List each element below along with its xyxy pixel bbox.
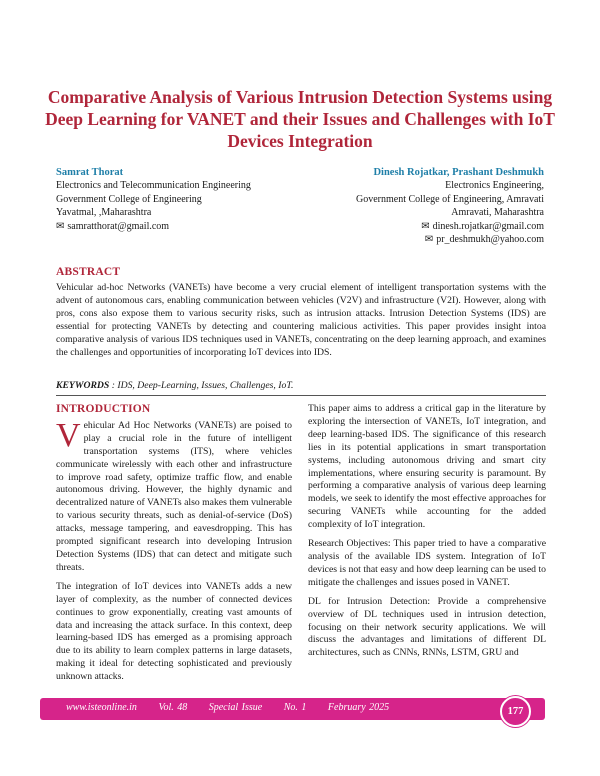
footer-issue: Special Issue	[208, 702, 263, 713]
author-dept-left: Electronics and Telecommunication Engineering	[56, 180, 251, 192]
author-email-right-row-1	[244, 220, 544, 233]
envelope-icon: ✉	[421, 220, 430, 232]
author-city-left: Yavatmal, ,Maharashtra	[56, 207, 152, 219]
author-name-left: Samrat Thorat	[56, 167, 124, 178]
author-city-right: Amravati, Maharashtra	[451, 207, 544, 219]
left-column	[56, 403, 292, 690]
drop-cap: V	[56, 416, 81, 454]
envelope-icon: ✉	[56, 220, 65, 232]
footer-bar	[40, 698, 545, 720]
footer-text	[66, 702, 407, 713]
intro-paragraph-1	[56, 416, 292, 575]
keywords-label: KEYWORDS	[56, 380, 110, 391]
author-college-right: Government College of Engineering, Amravati	[355, 193, 544, 205]
right-paragraph-1: This paper aims to address a critical gap in the literature by exploring the intersection of VANETs, IoT integration, and deep learning-based IDS. The significance of this research lies in its potential applications in smart transportation systems, including autonomous driving and smart city implementations, where ensuring security is paramount. By performing a comparative analysis of various deep learning models, we seek to identify the most effective approaches for securing VANETs while accounting for the added complexity of IoT integration.	[308, 403, 546, 531]
author-block-right	[244, 166, 544, 246]
section-divider	[56, 395, 546, 396]
introduction-heading: INTRODUCTION	[56, 403, 151, 415]
page-number: 177	[500, 696, 531, 727]
keywords-line	[56, 380, 546, 391]
keywords-text: : IDS, Deep-Learning, Issues, Challenges, IoT.	[111, 380, 294, 391]
footer-date: February 2025	[327, 702, 390, 713]
author-dept-right: Electronics Engineering,	[445, 180, 544, 192]
author-name-right: Dinesh Rojatkar, Prashant Deshmukh	[373, 167, 544, 178]
abstract-heading: ABSTRACT	[56, 266, 121, 278]
author-email-right-1[interactable]: dinesh.rojatkar@gmail.com	[432, 220, 544, 232]
author-email-right-row-2	[244, 233, 544, 246]
author-college-left: Government College of Engineering	[56, 193, 202, 205]
intro-paragraph-2: The integration of IoT devices into VANETs adds a new layer of complexity, as the number of connected devices continues to grow exponentially, creating vast amounts of data and increasing the attack surface. In this context, deep learning-based IDS has emerged as a promising approach due to its ability to learn complex patterns in large datasets, making it ideal for detecting sophisticated and previously unknown attacks.	[56, 580, 292, 683]
footer-number: No. 1	[283, 702, 307, 713]
author-email-left[interactable]: samratthorat@gmail.com	[67, 220, 170, 232]
author-email-right-2[interactable]: pr_deshmukh@yahoo.com	[436, 234, 544, 246]
intro-paragraph-1-text: ehicular Ad Hoc Networks (VANETs) are poised to play a crucial role in the future of intelligent transportation systems (ITS), where vehicles communicate wirelessly with each other and infrastructure to improve road safety, optimize traffic flow, and enable autonomous driving. However, the highly dynamic and decentralized nature of VANETs also makes them vulnerable to various security threats, such as denial-of-service (DoS) attacks, message tampering, and eavesdropping. This has prompted significant research into developing Intrusion Detection Systems (IDS) that can detect and mitigate such threats.	[56, 419, 292, 573]
paper-title: Comparative Analysis of Various Intrusion Detection Systems using Deep Learning for VANET and their Issues and Challenges with IoT Devices Integration	[45, 87, 555, 151]
abstract-text: Vehicular ad-hoc Networks (VANETs) have become a very crucial element of intelligent transportation systems with the advent of autonomous cars, enabling communication between vehicles (V2V) and infrastructure (V2I). However, along with pros, cons also expose them to various security risks, such as intrusion attacks. Intrusion Detection Systems (IDS) are essential for protecting VANETs by detecting and countering malicious activities. This paper provides insight intoa comparative analysis of various IDS techniques used in VANETs, concentrating on the deep learning approach, and examines the challenges and opportunities of incorporating IoT devices into IDS.	[56, 282, 546, 359]
footer-volume: Vol. 48	[158, 702, 188, 713]
envelope-icon: ✉	[424, 234, 434, 246]
right-column	[308, 403, 546, 666]
footer-website[interactable]: www.isteonline.in	[66, 702, 137, 713]
right-paragraph-3: DL for Intrusion Detection: Provide a comprehensive overview of DL techniques used in intrusion detection, focusing on their network security applications. We will discuss the advantages and limitations of different DL architectures, such as CNNs, RNNs, LSTM, GRU and	[308, 595, 546, 659]
right-paragraph-2: Research Objectives: This paper tried to have a comparative analysis of the available IDS system. Integration of IoT devices is not that easy and how deep learning can be used to mitigate the challenges and issues posed in VANET.	[308, 538, 546, 588]
